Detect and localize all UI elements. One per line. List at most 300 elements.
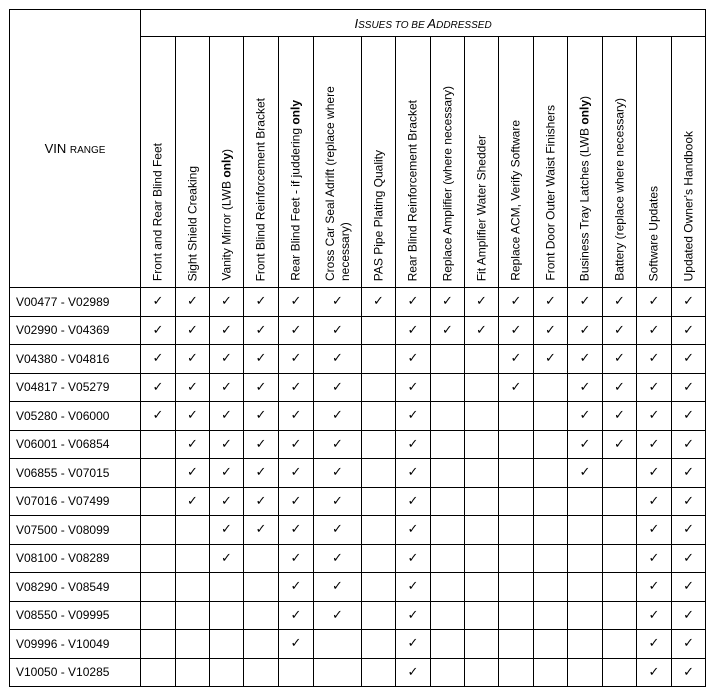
empty-cell: [431, 430, 465, 459]
check-mark-cell: ✓: [637, 544, 672, 573]
empty-cell: [499, 459, 534, 488]
check-mark-cell: ✓: [279, 544, 314, 573]
check-mark-cell: ✓: [499, 345, 534, 374]
check-mark-cell: ✓: [279, 402, 314, 431]
empty-cell: [534, 487, 568, 516]
issue-label-emphasis: only: [219, 153, 233, 179]
table-row: [10, 373, 706, 402]
issue-column-header: [603, 37, 637, 288]
check-mark-cell: ✓: [534, 316, 568, 345]
table-row: [10, 430, 706, 459]
check-mark-cell: ✓: [568, 345, 603, 374]
check-mark-cell: ✓: [672, 373, 706, 402]
check-mark-cell: ✓: [396, 487, 431, 516]
empty-cell: [431, 345, 465, 374]
empty-cell: [431, 516, 465, 545]
empty-cell: [210, 573, 244, 602]
issue-column-label: [371, 150, 386, 281]
empty-cell: [431, 658, 465, 687]
check-mark-cell: ✓: [672, 430, 706, 459]
check-mark-cell: ✓: [244, 487, 279, 516]
empty-cell: [244, 544, 279, 573]
issue-column-label: [151, 143, 166, 281]
check-mark-cell: ✓: [637, 459, 672, 488]
empty-cell: [431, 459, 465, 488]
empty-cell: [603, 630, 637, 659]
empty-cell: [603, 658, 637, 687]
empty-cell: [534, 402, 568, 431]
check-mark-cell: ✓: [568, 373, 603, 402]
check-mark-cell: ✓: [672, 345, 706, 374]
check-mark-cell: ✓: [672, 459, 706, 488]
check-mark-cell: ✓: [244, 345, 279, 374]
vin-range-cell: V04380 - V04816: [10, 345, 141, 374]
check-mark-cell: ✓: [672, 402, 706, 431]
check-mark-cell: ✓: [279, 573, 314, 602]
empty-cell: [465, 345, 499, 374]
empty-cell: [176, 516, 210, 545]
check-mark-cell: ✓: [568, 459, 603, 488]
check-mark-cell: ✓: [244, 459, 279, 488]
empty-cell: [210, 601, 244, 630]
empty-cell: [314, 630, 362, 659]
issues-matrix-table: [9, 9, 706, 687]
check-mark-cell: ✓: [314, 288, 362, 317]
check-mark-cell: ✓: [603, 288, 637, 317]
check-mark-cell: ✓: [210, 316, 244, 345]
issue-label-text: Updated Owner's Handbook: [681, 130, 696, 281]
empty-cell: [465, 601, 499, 630]
empty-cell: [568, 544, 603, 573]
table-row: [10, 487, 706, 516]
issues-title-initial: I: [354, 15, 359, 31]
empty-cell: [603, 459, 637, 488]
check-mark-cell: ✓: [176, 459, 210, 488]
check-mark-cell: ✓: [210, 430, 244, 459]
empty-cell: [465, 373, 499, 402]
issue-label-emphasis: only: [577, 99, 592, 125]
empty-cell: [141, 658, 176, 687]
empty-cell: [362, 316, 396, 345]
empty-cell: [534, 544, 568, 573]
empty-cell: [465, 516, 499, 545]
empty-cell: [176, 601, 210, 630]
empty-cell: [534, 601, 568, 630]
check-mark-cell: ✓: [396, 544, 431, 573]
check-mark-cell: ✓: [279, 345, 314, 374]
check-mark-cell: ✓: [672, 544, 706, 573]
vin-range-label-main: VIN: [44, 141, 67, 156]
vin-range-cell: V06855 - V07015: [10, 459, 141, 488]
check-mark-cell: ✓: [396, 630, 431, 659]
empty-cell: [499, 516, 534, 545]
empty-cell: [465, 658, 499, 687]
check-mark-cell: ✓: [314, 573, 362, 602]
issue-label-text: Rear Blind Reinforcement Bracket: [405, 99, 420, 281]
empty-cell: [141, 487, 176, 516]
check-mark-cell: ✓: [396, 288, 431, 317]
check-mark-cell: ✓: [279, 516, 314, 545]
check-mark-cell: ✓: [279, 430, 314, 459]
check-mark-cell: ✓: [176, 316, 210, 345]
empty-cell: [465, 630, 499, 659]
empty-cell: [499, 658, 534, 687]
check-mark-cell: ✓: [534, 345, 568, 374]
check-mark-cell: ✓: [672, 601, 706, 630]
check-mark-cell: ✓: [396, 316, 431, 345]
empty-cell: [534, 573, 568, 602]
check-mark-cell: ✓: [176, 345, 210, 374]
empty-cell: [141, 430, 176, 459]
check-mark-cell: ✓: [499, 316, 534, 345]
check-mark-cell: ✓: [603, 373, 637, 402]
issue-label-suffix: ): [577, 95, 592, 100]
issue-column-header: [465, 37, 499, 288]
check-mark-cell: ✓: [637, 402, 672, 431]
check-mark-cell: ✓: [210, 402, 244, 431]
empty-cell: [499, 544, 534, 573]
empty-cell: [534, 430, 568, 459]
check-mark-cell: ✓: [637, 516, 672, 545]
empty-cell: [568, 487, 603, 516]
check-mark-cell: ✓: [672, 630, 706, 659]
empty-cell: [534, 459, 568, 488]
check-mark-cell: ✓: [534, 288, 568, 317]
issue-column-header: [244, 37, 279, 288]
check-mark-cell: ✓: [176, 430, 210, 459]
empty-cell: [362, 402, 396, 431]
empty-cell: [568, 573, 603, 602]
table-row: [10, 544, 706, 573]
vin-range-cell: V09996 - V10049: [10, 630, 141, 659]
check-mark-cell: ✓: [396, 573, 431, 602]
check-mark-cell: ✓: [603, 430, 637, 459]
vin-range-cell: V08550 - V09995: [10, 601, 141, 630]
table-row: [10, 288, 706, 317]
empty-cell: [362, 430, 396, 459]
check-mark-cell: ✓: [568, 402, 603, 431]
empty-cell: [362, 516, 396, 545]
issue-column-header: [176, 37, 210, 288]
empty-cell: [176, 544, 210, 573]
check-mark-cell: ✓: [210, 516, 244, 545]
empty-cell: [499, 487, 534, 516]
issues-title-part2: DDRESSED: [436, 19, 492, 31]
empty-cell: [176, 658, 210, 687]
issue-column-header: [210, 37, 244, 288]
empty-cell: [499, 630, 534, 659]
check-mark-cell: ✓: [210, 487, 244, 516]
vin-range-label-smallcaps: RANGE: [69, 145, 106, 156]
empty-cell: [141, 544, 176, 573]
empty-cell: [362, 373, 396, 402]
check-mark-cell: ✓: [637, 658, 672, 687]
empty-cell: [465, 573, 499, 602]
vin-range-cell: V07500 - V08099: [10, 516, 141, 545]
check-mark-cell: ✓: [279, 316, 314, 345]
empty-cell: [603, 516, 637, 545]
check-mark-cell: ✓: [279, 459, 314, 488]
issue-label-text: Vanity Mirror (LWB: [219, 178, 233, 281]
issue-column-label: [612, 98, 627, 281]
check-mark-cell: ✓: [499, 373, 534, 402]
issue-column-header: [362, 37, 396, 288]
check-mark-cell: ✓: [141, 345, 176, 374]
check-mark-cell: ✓: [672, 573, 706, 602]
issue-label-text: Battery (replace where necessary): [612, 98, 626, 281]
check-mark-cell: ✓: [603, 402, 637, 431]
check-mark-cell: ✓: [314, 316, 362, 345]
check-mark-cell: ✓: [568, 316, 603, 345]
empty-cell: [362, 487, 396, 516]
check-mark-cell: ✓: [431, 316, 465, 345]
empty-cell: [244, 601, 279, 630]
issue-column-header: [431, 37, 465, 288]
empty-cell: [141, 573, 176, 602]
check-mark-cell: ✓: [176, 373, 210, 402]
empty-cell: [314, 658, 362, 687]
empty-cell: [362, 573, 396, 602]
check-mark-cell: ✓: [637, 630, 672, 659]
vin-range-cell: V10050 - V10285: [10, 658, 141, 687]
issue-column-label: [289, 100, 304, 281]
check-mark-cell: ✓: [362, 288, 396, 317]
check-mark-cell: ✓: [396, 516, 431, 545]
empty-cell: [603, 544, 637, 573]
check-mark-cell: ✓: [314, 402, 362, 431]
check-mark-cell: ✓: [244, 430, 279, 459]
vin-range-header: [10, 10, 141, 288]
check-mark-cell: ✓: [279, 288, 314, 317]
issue-column-header: [314, 37, 362, 288]
check-mark-cell: ✓: [176, 402, 210, 431]
check-mark-cell: ✓: [176, 288, 210, 317]
check-mark-cell: ✓: [141, 402, 176, 431]
empty-cell: [499, 402, 534, 431]
empty-cell: [176, 630, 210, 659]
check-mark-cell: ✓: [672, 516, 706, 545]
issue-label-suffix: ): [219, 149, 233, 154]
issue-column-label: [647, 186, 662, 281]
issue-column-label: [323, 45, 353, 281]
issue-column-label: [406, 100, 421, 281]
empty-cell: [603, 601, 637, 630]
check-mark-cell: ✓: [279, 373, 314, 402]
check-mark-cell: ✓: [314, 373, 362, 402]
check-mark-cell: ✓: [244, 402, 279, 431]
check-mark-cell: ✓: [210, 544, 244, 573]
issue-column-header: [279, 37, 314, 288]
table-row: [10, 516, 706, 545]
check-mark-cell: ✓: [465, 288, 499, 317]
empty-cell: [431, 544, 465, 573]
check-mark-cell: ✓: [637, 573, 672, 602]
issue-column-label: [474, 135, 489, 281]
check-mark-cell: ✓: [314, 487, 362, 516]
issues-title-part1: SSUES TO BE: [358, 19, 428, 31]
empty-cell: [465, 459, 499, 488]
vin-range-cell: V05280 - V06000: [10, 402, 141, 431]
check-mark-cell: ✓: [176, 487, 210, 516]
issue-label-text: Replace Amplifier (where necessary): [440, 85, 454, 281]
empty-cell: [362, 601, 396, 630]
check-mark-cell: ✓: [244, 373, 279, 402]
issue-column-header: [499, 37, 534, 288]
empty-cell: [279, 658, 314, 687]
check-mark-cell: ✓: [396, 373, 431, 402]
empty-cell: [465, 430, 499, 459]
issue-label-text: Replace ACM, Verify Software: [508, 120, 523, 281]
check-mark-cell: ✓: [603, 345, 637, 374]
empty-cell: [499, 430, 534, 459]
table-row: [10, 658, 706, 687]
issue-column-label: [543, 105, 558, 281]
empty-cell: [431, 487, 465, 516]
empty-cell: [244, 658, 279, 687]
empty-cell: [210, 658, 244, 687]
check-mark-cell: ✓: [637, 601, 672, 630]
check-mark-cell: ✓: [672, 288, 706, 317]
table-row: [10, 459, 706, 488]
vin-range-cell: V04817 - V05279: [10, 373, 141, 402]
check-mark-cell: ✓: [672, 316, 706, 345]
issue-label-text: Software Updates: [646, 185, 661, 281]
empty-cell: [603, 573, 637, 602]
empty-cell: [465, 544, 499, 573]
check-mark-cell: ✓: [499, 288, 534, 317]
check-mark-cell: ✓: [141, 316, 176, 345]
table-row: [10, 601, 706, 630]
empty-cell: [362, 544, 396, 573]
empty-cell: [362, 630, 396, 659]
issue-column-label: [254, 98, 269, 281]
empty-cell: [431, 402, 465, 431]
empty-cell: [534, 630, 568, 659]
issue-column-header: [534, 37, 568, 288]
check-mark-cell: ✓: [465, 316, 499, 345]
issue-column-header: [637, 37, 672, 288]
check-mark-cell: ✓: [603, 316, 637, 345]
check-mark-cell: ✓: [210, 288, 244, 317]
check-mark-cell: ✓: [141, 288, 176, 317]
issue-column-label: [509, 120, 524, 281]
empty-cell: [362, 345, 396, 374]
check-mark-cell: ✓: [314, 345, 362, 374]
empty-cell: [362, 658, 396, 687]
vin-range-cell: V06001 - V06854: [10, 430, 141, 459]
table-row: [10, 402, 706, 431]
check-mark-cell: ✓: [431, 288, 465, 317]
empty-cell: [244, 573, 279, 602]
empty-cell: [534, 373, 568, 402]
empty-cell: [603, 487, 637, 516]
empty-cell: [176, 573, 210, 602]
check-mark-cell: ✓: [396, 430, 431, 459]
empty-cell: [431, 630, 465, 659]
vin-range-cell: V02990 - V04369: [10, 316, 141, 345]
empty-cell: [431, 573, 465, 602]
table-row: [10, 316, 706, 345]
check-mark-cell: ✓: [314, 459, 362, 488]
check-mark-cell: ✓: [568, 288, 603, 317]
check-mark-cell: ✓: [672, 487, 706, 516]
issue-label-text: Front and Rear Blind Feet: [150, 142, 165, 281]
issue-column-label: [185, 166, 200, 281]
check-mark-cell: ✓: [314, 516, 362, 545]
empty-cell: [534, 516, 568, 545]
empty-cell: [465, 487, 499, 516]
check-mark-cell: ✓: [637, 487, 672, 516]
check-mark-cell: ✓: [637, 345, 672, 374]
check-mark-cell: ✓: [314, 601, 362, 630]
check-mark-cell: ✓: [279, 630, 314, 659]
issue-label-text: Business Tray Latches (LWB: [577, 124, 592, 281]
empty-cell: [431, 601, 465, 630]
empty-cell: [141, 516, 176, 545]
check-mark-cell: ✓: [637, 288, 672, 317]
table-row: [10, 573, 706, 602]
empty-cell: [141, 630, 176, 659]
issue-column-label: [219, 149, 234, 281]
check-mark-cell: ✓: [279, 487, 314, 516]
issue-label-text: PAS Pipe Plating Quality: [371, 149, 385, 281]
issue-column-label: [440, 86, 455, 281]
issue-column-header: [396, 37, 431, 288]
empty-cell: [568, 601, 603, 630]
empty-cell: [499, 601, 534, 630]
issue-column-header: [568, 37, 603, 288]
empty-cell: [244, 630, 279, 659]
empty-cell: [210, 630, 244, 659]
empty-cell: [568, 516, 603, 545]
check-mark-cell: ✓: [279, 601, 314, 630]
empty-cell: [568, 630, 603, 659]
empty-cell: [141, 601, 176, 630]
vin-range-cell: V08100 - V08289: [10, 544, 141, 573]
issue-column-header: [672, 37, 706, 288]
empty-cell: [534, 658, 568, 687]
issue-label-text: Rear Blind Feet - if juddering: [288, 124, 303, 281]
issue-column-label: [578, 96, 593, 281]
check-mark-cell: ✓: [210, 373, 244, 402]
empty-cell: [141, 459, 176, 488]
check-mark-cell: ✓: [314, 544, 362, 573]
table-row: [10, 630, 706, 659]
empty-cell: [362, 459, 396, 488]
check-mark-cell: ✓: [396, 402, 431, 431]
issue-label-text: Fit Amplifier Water Shedder: [474, 134, 488, 281]
check-mark-cell: ✓: [396, 345, 431, 374]
issues-to-be-addressed-header: [141, 10, 706, 37]
check-mark-cell: ✓: [244, 288, 279, 317]
check-mark-cell: ✓: [672, 658, 706, 687]
check-mark-cell: ✓: [568, 430, 603, 459]
check-mark-cell: ✓: [244, 316, 279, 345]
vin-range-cell: V07016 - V07499: [10, 487, 141, 516]
check-mark-cell: ✓: [141, 373, 176, 402]
vin-range-cell: V00477 - V02989: [10, 288, 141, 317]
check-mark-cell: ✓: [637, 316, 672, 345]
issue-label-text: Front Door Outer Waist Finishers: [543, 105, 557, 281]
empty-cell: [499, 573, 534, 602]
check-mark-cell: ✓: [637, 430, 672, 459]
empty-cell: [568, 658, 603, 687]
issue-label-text: Sight Shield Creaking: [185, 165, 199, 281]
check-mark-cell: ✓: [396, 459, 431, 488]
check-mark-cell: ✓: [396, 658, 431, 687]
issues-title-initial2: A: [427, 15, 437, 31]
table-row: [10, 345, 706, 374]
